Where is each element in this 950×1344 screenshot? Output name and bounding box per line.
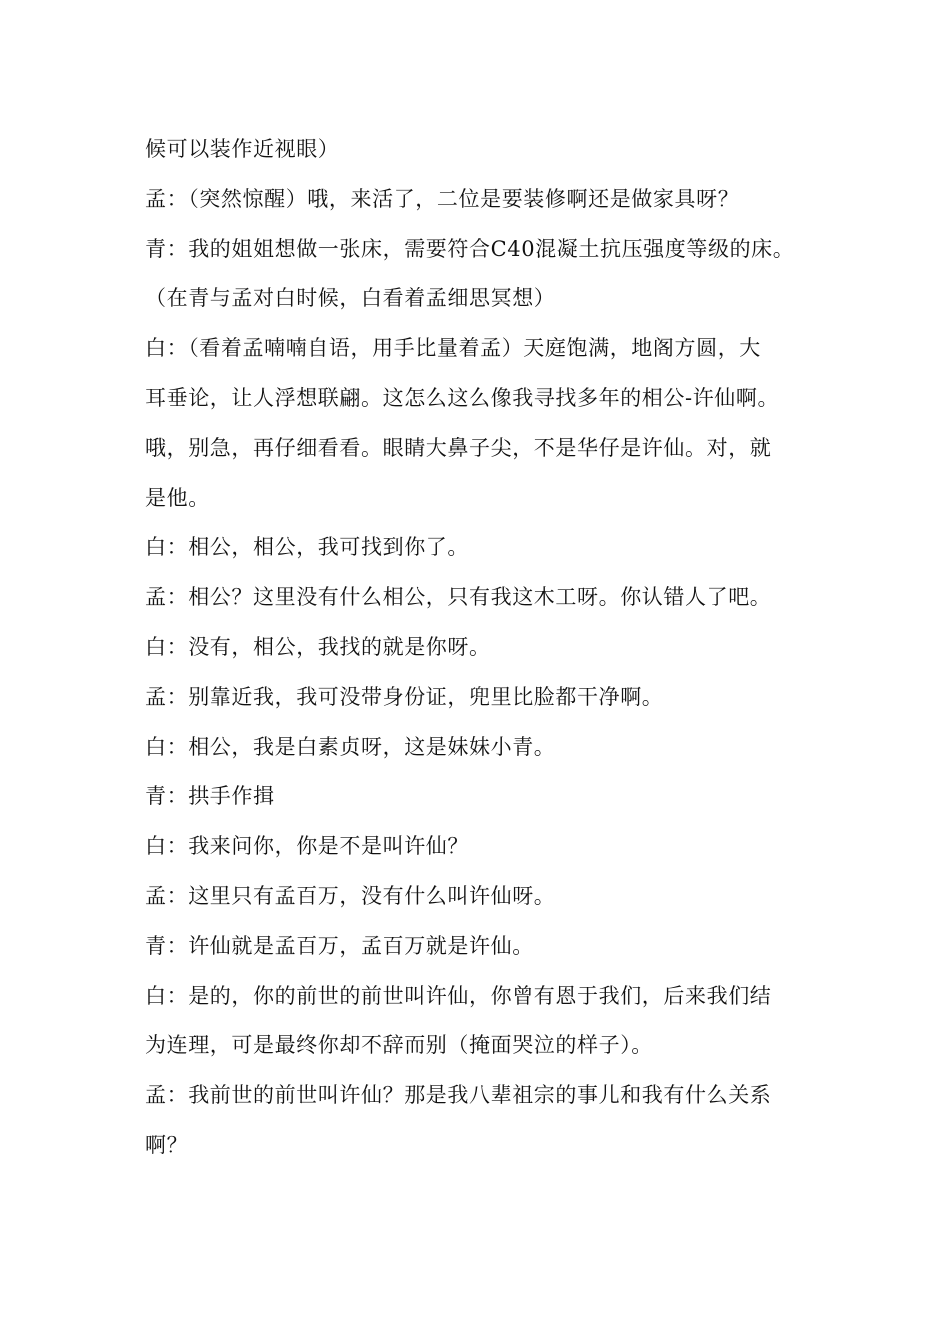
script-line: 为连理，可是最终你却不辞而别（掩面哭泣的样子）。 [145,1033,653,1058]
script-line: 孟：别靠近我，我可没带身份证，兜里比脸都干净啊。 [145,684,664,709]
script-line: 白：我来问你，你是不是叫许仙？ [145,834,469,859]
script-line: 是他。 [145,485,210,510]
script-line: 耳垂论，让人浮想联翩。这怎么这么像我寻找多年的相公-许仙啊。 [145,385,780,410]
script-line: 青：我的姐姐想做一张床，需要符合C40混凝土抗压强度等级的床。 [145,236,795,261]
script-line: 啊？ [145,1132,189,1157]
script-line: 白：是的，你的前世的前世叫许仙，你曾有恩于我们，后来我们结 [145,983,772,1008]
script-line: 候可以装作近视眼） [145,137,340,161]
script-line: 孟：相公？这里没有什么相公，只有我这木工呀。你认错人了吧。 [145,585,772,610]
script-line: 孟：（突然惊醒）哦，来活了，二位是要装修啊还是做家具呀？ [145,186,740,211]
script-line: 孟：我前世的前世叫许仙？那是我八辈祖宗的事儿和我有什么关系 [145,1083,772,1108]
stage-direction-line: （在青与孟对白时候，白看着孟细思冥想） [145,286,556,311]
script-text [145,129,825,1175]
script-line: 白：没有，相公，我找的就是你呀。 [145,634,491,659]
script-line: 白：（看着孟喃喃自语，用手比量着孟）天庭饱满，地阁方圆，大 [145,336,761,361]
script-line: 哦，别急，再仔细看看。眼睛大鼻子尖，不是华仔是许仙。对，就 [145,435,772,460]
script-line: 孟：这里只有孟百万，没有什么叫许仙呀。 [145,883,556,908]
script-line: 青：拱手作揖 [145,784,275,809]
script-line: 白：相公，相公，我可找到你了。 [145,535,469,560]
script-line: 青：许仙就是孟百万，孟百万就是许仙。 [145,933,534,958]
script-line: 白：相公，我是白素贞呀，这是妹妹小青。 [145,734,556,759]
